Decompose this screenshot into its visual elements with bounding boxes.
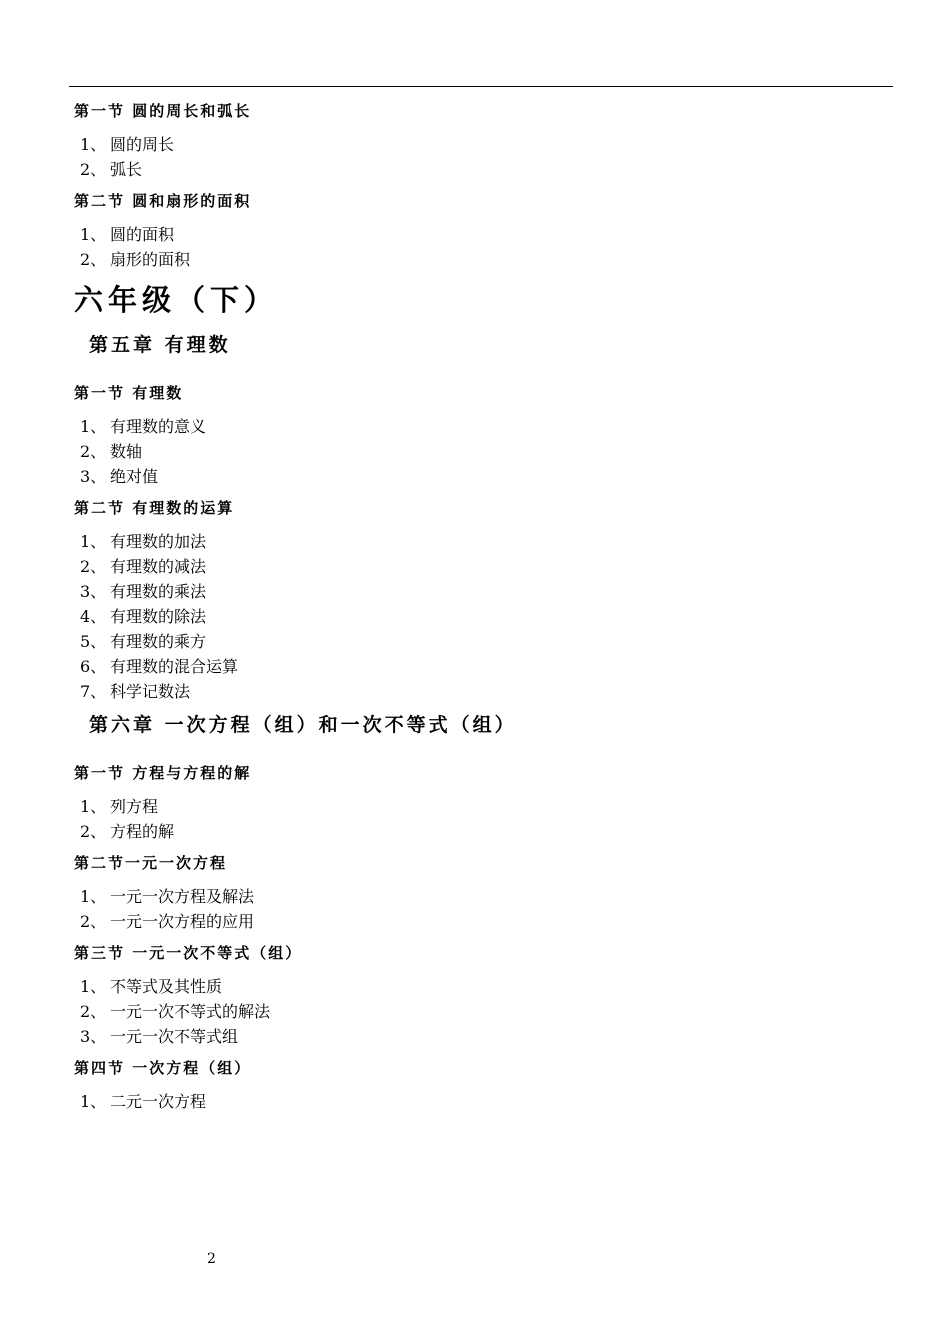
list-item (74, 529, 894, 554)
item-text: 扇形的面积 (110, 250, 191, 269)
item-text: 有理数的加法 (110, 532, 207, 551)
item-text: 一元一次方程的应用 (110, 912, 255, 931)
list-item (74, 439, 894, 464)
header-rule (69, 86, 893, 87)
list-item (74, 794, 894, 819)
item-number: 1、 (80, 1092, 107, 1111)
item-number: 2、 (80, 442, 107, 461)
item-number: 1、 (80, 887, 107, 906)
item-text: 有理数的混合运算 (110, 657, 239, 676)
list-item (74, 464, 894, 489)
list-item (74, 1024, 894, 1049)
item-number: 2、 (80, 160, 107, 179)
item-number: 1、 (80, 532, 107, 551)
list-item (74, 247, 894, 272)
section-title: 第二节 有理数的运算 (74, 499, 235, 517)
section-title: 第四节 一次方程（组） (74, 1059, 252, 1077)
chapter-title: 第五章 有理数 (89, 334, 231, 356)
list-item (74, 819, 894, 844)
list-item (74, 1089, 894, 1114)
list-item (74, 414, 894, 439)
list-item (74, 132, 894, 157)
item-text: 有理数的减法 (110, 557, 207, 576)
item-text: 一元一次方程及解法 (110, 887, 255, 906)
item-number: 2、 (80, 822, 107, 841)
item-text: 一元一次不等式组 (110, 1027, 239, 1046)
item-text: 圆的面积 (110, 225, 175, 244)
item-text: 二元一次方程 (110, 1092, 207, 1111)
item-number: 3、 (80, 467, 107, 486)
item-text: 弧长 (110, 160, 143, 179)
list-item (74, 654, 894, 679)
chapter-title: 第六章 一次方程（组）和一次不等式（组） (89, 714, 517, 736)
item-number: 2、 (80, 250, 107, 269)
item-text: 列方程 (110, 797, 159, 816)
item-number: 2、 (80, 912, 107, 931)
section-list (74, 529, 894, 704)
list-item (74, 884, 894, 909)
section-list (74, 884, 894, 934)
list-item (74, 579, 894, 604)
item-number: 7、 (80, 682, 107, 701)
item-number: 1、 (80, 797, 107, 816)
item-text: 有理数的除法 (110, 607, 207, 626)
list-item (74, 222, 894, 247)
item-text: 一元一次不等式的解法 (110, 1002, 271, 1021)
item-number: 2、 (80, 1002, 107, 1021)
item-text: 不等式及其性质 (110, 977, 223, 996)
document-body (74, 98, 894, 1120)
section-list (74, 222, 894, 272)
list-item (74, 909, 894, 934)
item-number: 5、 (80, 632, 107, 651)
section-list (74, 794, 894, 844)
list-item (74, 999, 894, 1024)
item-number: 4、 (80, 607, 107, 626)
section-list (74, 132, 894, 182)
grade-title: 六年级（下） (74, 283, 279, 317)
list-item (74, 679, 894, 704)
item-number: 1、 (80, 977, 107, 996)
section-list (74, 974, 894, 1049)
item-number: 6、 (80, 657, 107, 676)
item-text: 数轴 (110, 442, 143, 461)
section-title: 第二节 圆和扇形的面积 (74, 192, 252, 210)
list-item (74, 974, 894, 999)
section-list (74, 1089, 894, 1114)
item-text: 方程的解 (110, 822, 175, 841)
item-number: 1、 (80, 417, 107, 436)
section-title: 第一节 有理数 (74, 384, 184, 402)
item-text: 绝对值 (110, 467, 159, 486)
item-number: 3、 (80, 1027, 107, 1046)
section-title: 第二节一元一次方程 (74, 854, 228, 872)
item-text: 有理数的乘方 (110, 632, 207, 651)
section-title: 第三节 一元一次不等式（组） (74, 944, 303, 962)
item-text: 圆的周长 (110, 135, 175, 154)
section-title: 第一节 圆的周长和弧长 (74, 102, 252, 120)
list-item (74, 604, 894, 629)
item-number: 1、 (80, 225, 107, 244)
item-number: 1、 (80, 135, 107, 154)
list-item (74, 629, 894, 654)
section-list (74, 414, 894, 489)
item-number: 3、 (80, 582, 107, 601)
item-text: 有理数的乘法 (110, 582, 207, 601)
list-item (74, 554, 894, 579)
item-text: 有理数的意义 (110, 417, 207, 436)
list-item (74, 157, 894, 182)
page-number: 2 (207, 1251, 216, 1267)
item-text: 科学记数法 (110, 682, 191, 701)
section-title: 第一节 方程与方程的解 (74, 764, 252, 782)
item-number: 2、 (80, 557, 107, 576)
